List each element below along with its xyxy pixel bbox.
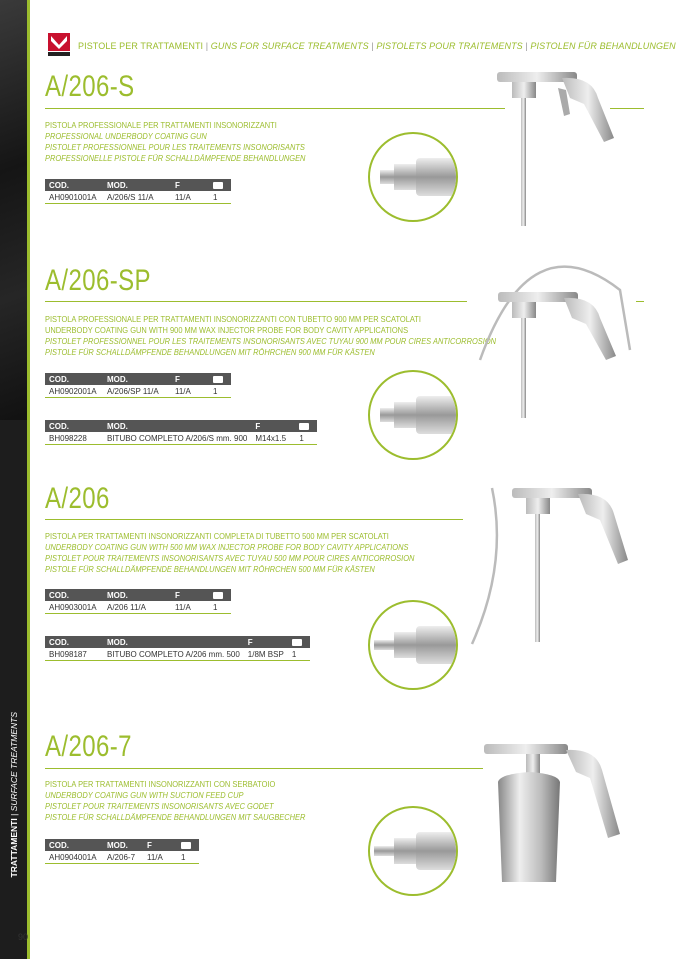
product-title: A/206 [45, 482, 110, 515]
gun-image [468, 484, 638, 659]
product-title: A/206-S [45, 70, 135, 103]
product-description: PISTOLA PROFESSIONALE PER TRATTAMENTI INSONORIZZANTI CON TUBETTO 900 MM PER SCATOLATI UNDERBODY COATING GUN WITH 900 MM WAX INJECTOR PROBE FOR BODY CAVITY APPLICATIONS PISTOLET PROFESSIONNEL POUR LES TRAITEMENTS INSONORISANTS AVEC TUYAU 900 MM POUR CIRES ANTICORROSION PISTOLE FÜR SCHALLDÄMPFENDE BEHANDLUNGEN MIT RÖHRCHEN 900 MM FÜR KÄSTEN [45, 314, 497, 357]
side-label-sub: SURFACE TREATMENTS [9, 712, 19, 812]
title-divider [45, 768, 483, 769]
spec-table: COD. MOD. F AH0901001A A/206/S 11/A 11/A 1 [45, 179, 231, 204]
gun-image [492, 68, 622, 233]
table-row: AH0902001A A/206/SP 11/A 11/A 1 [45, 385, 231, 398]
table-row: BH098187 BITUBO COMPLETO A/206 mm. 500 1/8M BSP 1 [45, 648, 310, 661]
nozzle-detail-image [368, 370, 458, 460]
sidebar-texture [0, 0, 30, 420]
product-title: A/206-SP [45, 264, 151, 297]
brand-logo [48, 33, 70, 59]
side-label: TRATTAMENTI | SURFACE TREATMENTS [9, 712, 19, 878]
table-row: AH0903001A A/206 11/A 11/A 1 [45, 601, 231, 614]
gun-cup-image [480, 738, 630, 893]
header-categories: PISTOLE PER TRATTAMENTI | GUNS FOR SURFACE TREATMENTS | PISTOLETS POUR TRAITEMENTS | PISTOLEN FÜR BEHANDLUNGEN [78, 41, 676, 51]
package-icon [213, 592, 223, 599]
spec-table-accessory: COD. MOD. F BH098187 BITUBO COMPLETO A/206 mm. 500 1/8M BSP 1 [45, 636, 310, 661]
package-icon [292, 639, 302, 646]
spec-table: COD. MOD. F AH0903001A A/206 11/A 11/A 1 [45, 589, 231, 614]
nozzle-detail-image [368, 600, 458, 690]
page-number: 90 [18, 932, 29, 942]
package-icon [213, 182, 223, 189]
gun-image [470, 240, 640, 425]
spec-table: COD. MOD. F AH0902001A A/206/SP 11/A 11/A 1 [45, 373, 231, 398]
page-header [48, 33, 676, 59]
package-icon [213, 376, 223, 383]
table-row: AH0901001A A/206/S 11/A 11/A 1 [45, 191, 231, 204]
title-divider [45, 301, 467, 302]
nozzle-detail-image [368, 132, 458, 222]
product-title: A/206-7 [45, 730, 132, 763]
package-icon [299, 423, 309, 430]
spec-table: COD. MOD. F AH0904001A A/206-7 11/A 1 [45, 839, 199, 864]
title-divider [45, 108, 505, 109]
table-row: BH098228 BITUBO COMPLETO A/206/S mm. 900 M14x1.5 1 [45, 432, 317, 445]
sidebar-accent-line [27, 0, 30, 959]
side-label-main: TRATTAMENTI [9, 818, 19, 878]
nozzle-detail-image [368, 806, 458, 896]
table-row: AH0904001A A/206-7 11/A 1 [45, 851, 199, 864]
product-description: PISTOLA PROFESSIONALE PER TRATTAMENTI INSONORIZZANTI PROFESSIONAL UNDERBODY COATING GUN PISTOLET PROFESSIONNEL POUR LES TRAITEMENTS INSONORISANTS PROFESSIONELLE PISTOLE FÜR SCHALLDÄMPFENDE BEHANDLUNGEN [45, 120, 306, 163]
product-description: PISTOLA PER TRATTAMENTI INSONORIZZANTI CON SERBATOIO UNDERBODY COATING GUN WITH SUCTION FEED CUP PISTOLET POUR TRAITEMENTS INSONORISANTS AVEC GODET PISTOLE FÜR SCHALLDÄMPFENDE BEHANDLUNGEN MIT SAUGBECHER [45, 779, 306, 822]
spec-table-accessory: COD. MOD. F BH098228 BITUBO COMPLETO A/206/S mm. 900 M14x1.5 1 [45, 420, 317, 445]
product-description: PISTOLA PER TRATTAMENTI INSONORIZZANTI COMPLETA DI TUBETTO 500 MM PER SCATOLATI UNDERBODY COATING GUN WITH 500 MM WAX INJECTOR PROBE FOR BODY CAVITY APPLICATIONS PISTOLET POUR TRAITEMENTS INSONORISANTS AVEC TUYAU 500 MM POUR CIRES ANTICORROSION PISTOLE FÜR SCHALLDÄMPFENDE BEHANDLUNGEN MIT RÖHRCHEN 500 MM FÜR KÄSTEN [45, 531, 415, 574]
package-icon [181, 842, 191, 849]
title-divider [45, 519, 463, 520]
